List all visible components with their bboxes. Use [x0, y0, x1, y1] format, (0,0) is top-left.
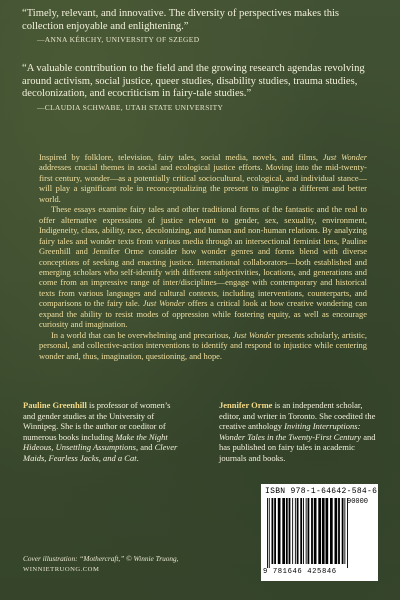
barcode-bar [292, 498, 293, 564]
price-code: 90000 [347, 498, 369, 506]
barcode-bar [289, 498, 291, 564]
book-title: Unsettling Assumptions [55, 442, 136, 453]
endorsement-quote-schwabe [22, 63, 378, 113]
text-run: addresses crucial themes in social and ecological justice efforts. Moving into the mid-twenty-first century, wonder—as a potentially critical sociocultural, ecological, and individual stance—will play a significant role in reconceptualizing the present to imagine a different and better world. [39, 162, 367, 204]
barcode-bar [269, 498, 270, 568]
author-name: Pauline Greenhill [23, 400, 87, 410]
barcode-bar [344, 498, 345, 564]
barcode-bar [300, 498, 302, 564]
book-title: Just Wonder [322, 152, 368, 162]
barcode-bar [297, 498, 299, 564]
credit-label: Cover illustration: [23, 554, 80, 563]
author-name: Jennifer Orme [219, 400, 273, 410]
book-title: Just Wonder [142, 298, 186, 309]
text-run: presents scholarly, artistic, personal, and collective-action interventions to identify and respond to injustice while centering wonder and, thus, imagination, questioning, and hope. [39, 329, 368, 361]
description-paragraph [39, 330, 367, 361]
barcode-bar [311, 498, 313, 564]
text-run: offers a critical look at how creative wondering can expand the ability to resist modes of oppression while fostering equity, as well as encourage curiosity and imagination. [39, 298, 367, 330]
bio-text: is an independent scholar, editor, and writer in Toronto. She coedited the creative anthology [219, 400, 376, 432]
description-paragraph [39, 204, 367, 329]
book-title: Make the Night Hideous [23, 431, 168, 453]
barcode-bar [322, 498, 325, 564]
text-run: These essays examine fairy tales and other traditional forms of the fantastic and the real to offer alternative expressions of justice relevant to gender, sex, sexuality, environment, Indigeneity, class, ability, race, decolonizing, and human and non-human relations. By analyzing fairy tales and wonder texts from various media through an intersectional feminist lens, Pauline Greenhill and Jennifer Orme consider how wonder genres and forms blend with diverse conceptions of seeking and enacting justice. International collaborators—both established and emerging scholars who self-identify with different subjectivities, locations, and generations and come from an impressive range of inter/disciplines—engage with contemporary and historical texts from various languages and cultural contexts, including interventions, counterparts, and comparisons to the fairy tale. [39, 204, 367, 309]
endorsement-quote-kerchy [22, 8, 378, 45]
barcode-bar [286, 498, 288, 564]
quote-text: “A valuable contribution to the field and the growing research agendas revolving around activism, social justice, queer studies, disability studies, trauma studies, decolonization, and ecocriticism in fairy-tale studies.” [22, 63, 365, 100]
book-title: Just Wonder [232, 329, 275, 340]
text-run: In a world that can be overwhelming and precarious, [51, 329, 233, 340]
description-paragraph [39, 152, 367, 204]
barcode-bar [303, 498, 304, 564]
barcode-bar [282, 498, 285, 564]
author-bio-orme [219, 400, 379, 464]
credit-holder: © Winnie Truong, [124, 554, 179, 563]
barcode-bar [318, 498, 321, 564]
bio-text: is professor of women’s and gender studies at the University of Winnipeg. She is the author or coeditor of numerous books including [23, 400, 171, 442]
barcode-bar [306, 498, 307, 564]
barcode-bar [295, 498, 296, 564]
cover-illustration-credit [23, 554, 223, 575]
bio-text: and has published on fairy tales in academic journals and books. [219, 431, 376, 463]
book-title: Inviting Interruptions: Wonder Tales in the Twenty-First Century [219, 421, 362, 442]
barcode-bar [347, 498, 348, 568]
text-run: Inspired by folklore, television, fairy tales, social media, novels, and films, [39, 152, 323, 162]
illustration-title: “Mothercraft,” [79, 554, 125, 563]
barcode-bar [342, 498, 344, 564]
book-description [39, 152, 367, 361]
quote-attribution: —CLAUDIA SCHWABE, UTAH STATE UNIVERSITY [37, 102, 224, 112]
author-bio-greenhill [23, 400, 181, 464]
barcode-bar [308, 498, 310, 564]
barcode-bar [335, 498, 338, 564]
barcode-bar [272, 498, 274, 564]
quote-attribution: —ANNA KÉRCHY, UNIVERSITY OF SZEGED [37, 35, 200, 45]
bio-text: . [136, 452, 139, 463]
isbn-label: ISBN 978-1-64642-584-6 [265, 487, 378, 496]
bio-text: , [51, 442, 56, 453]
barcode-bar [274, 498, 276, 564]
artist-website: WINNIETRUONG.COM [23, 566, 100, 573]
bio-text: , and [135, 442, 155, 453]
barcode-bar [338, 498, 340, 564]
isbn-barcode [261, 484, 378, 581]
barcode-bar [326, 498, 329, 564]
barcode-bar [267, 498, 268, 568]
barcode-digits: 9 781646 425846 [263, 568, 337, 576]
quote-text: “Timely, relevant, and innovative. The diversity of perspectives makes this collection enjoyable and enlightening.” [22, 8, 340, 32]
barcode-bar [330, 498, 333, 564]
barcode-bar [278, 498, 281, 564]
barcode-bars [266, 498, 373, 568]
book-title: Clever Maids, Fearless Jacks, and a Cat [23, 442, 178, 463]
barcode-bar [314, 498, 317, 564]
